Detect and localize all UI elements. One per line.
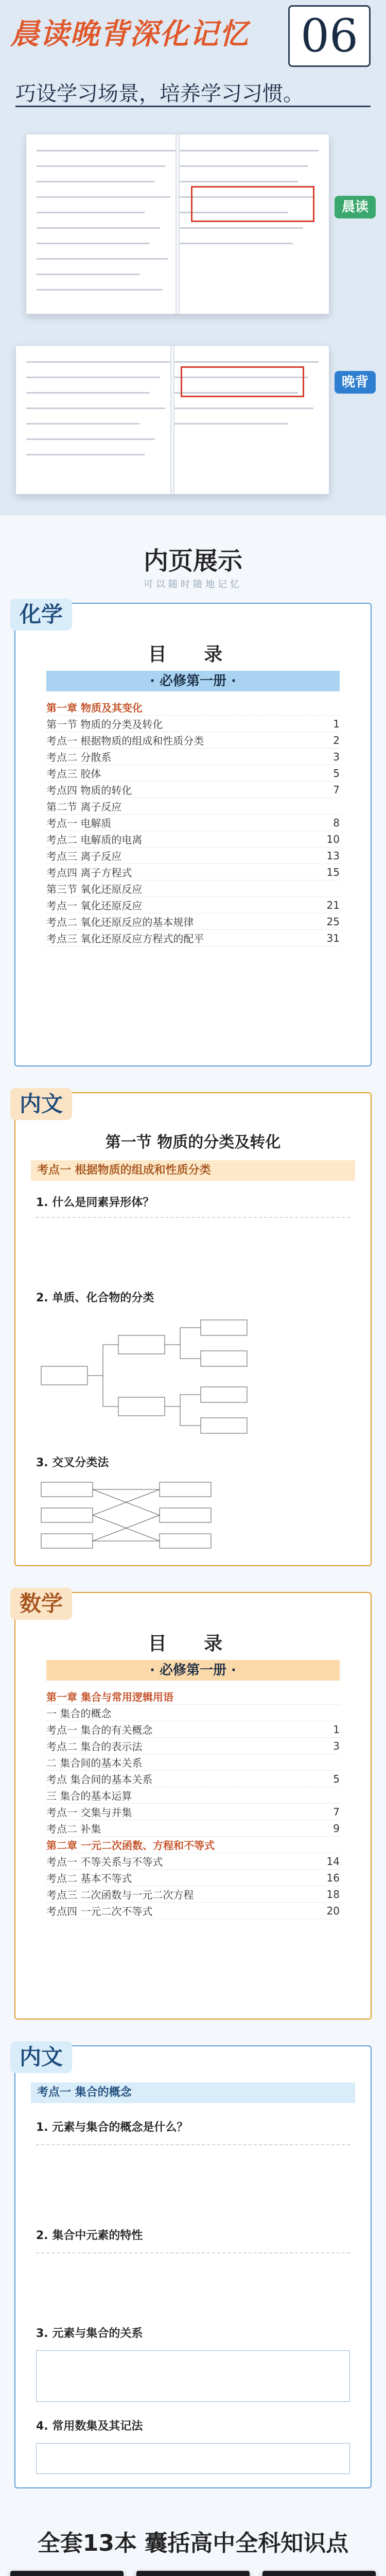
toc-row xyxy=(46,1903,340,1919)
toc-row-title: 考点一 根据物质的组成和性质分类 xyxy=(46,735,204,747)
toc-row-page: 3 xyxy=(333,750,340,763)
math-q1: 1. 元素与集合的概念是什么？ xyxy=(36,2121,188,2134)
collection-book xyxy=(136,2571,250,2576)
toc-row-page: 7 xyxy=(333,1805,340,1818)
toc-row-page: 13 xyxy=(326,849,340,862)
chem-q3: 3. 交叉分类法 xyxy=(36,1456,109,1469)
toc-row-page: 8 xyxy=(333,816,340,829)
toc-row-page: 1 xyxy=(333,717,340,730)
toc-title: 目 录 xyxy=(148,1633,238,1654)
collection-gallery xyxy=(10,2571,376,2576)
toc-row-page: 16 xyxy=(326,1871,340,1884)
collection-book xyxy=(10,2571,124,2576)
toc-row xyxy=(46,1837,340,1853)
toc-row xyxy=(46,782,340,798)
toc-title: 目 录 xyxy=(148,644,238,665)
collection-heading: 全套13本 囊括高中全科知识点 xyxy=(37,2530,349,2556)
toc-row xyxy=(46,765,340,782)
highlight-box xyxy=(191,186,314,222)
toc-row-title: 考点一 不等关系与不等式 xyxy=(46,1856,163,1868)
math-page-panel xyxy=(14,2045,372,2488)
toc-row xyxy=(46,1804,340,1820)
chem-page-panel xyxy=(14,1092,372,1566)
chem-tree-diagram xyxy=(36,1315,345,1438)
toc-row-title: 二 集合间的基本关系 xyxy=(46,1757,143,1769)
hero-section xyxy=(0,0,386,515)
toc-row-title: 第一节 物质的分类及转化 xyxy=(46,718,163,731)
toc-row xyxy=(46,831,340,848)
highlight-box xyxy=(181,366,304,397)
toc-row-title: 一 集合的概念 xyxy=(46,1707,112,1720)
toc-row-page: 1 xyxy=(333,1723,340,1736)
toc-row xyxy=(46,864,340,880)
math-relation-table xyxy=(36,2350,350,2402)
toc-row-title: 考点二 基本不等式 xyxy=(46,1872,132,1885)
toc-row-title: 考点二 氧化还原反应的基本规律 xyxy=(46,916,194,928)
toc-row xyxy=(46,913,340,930)
toc-row-page: 2 xyxy=(333,734,340,747)
book-left-page xyxy=(26,356,170,484)
math-subject-pill: 数学 xyxy=(10,1588,72,1620)
toc-row xyxy=(46,699,340,716)
chem-toc-panel xyxy=(14,603,372,1066)
toc-row-title: 三 集合的基本运算 xyxy=(46,1790,132,1802)
toc-row-page: 20 xyxy=(326,1904,340,1917)
toc-row-title: 考点二 集合的表示法 xyxy=(46,1740,143,1753)
chem-point-bar: 考点一 根据物质的组成和性质分类 xyxy=(31,1160,355,1181)
toc-row xyxy=(46,1870,340,1886)
math-q4: 4. 常用数集及其记法 xyxy=(36,2420,143,2433)
toc-row xyxy=(46,897,340,913)
toc-row-title: 考点三 胶体 xyxy=(46,768,101,780)
toc-row xyxy=(46,798,340,815)
toc-row xyxy=(46,1754,340,1771)
math-q2: 2. 集合中元素的特性 xyxy=(36,2229,143,2242)
toc-row-title: 第二节 离子反应 xyxy=(46,801,122,813)
toc-row xyxy=(46,1820,340,1837)
toc-row-title: 第一章 物质及其变化 xyxy=(46,702,143,714)
toc-row-title: 第三节 氧化还原反应 xyxy=(46,883,143,895)
toc-row-page: 15 xyxy=(326,866,340,878)
tag-evening: 晚背 xyxy=(335,371,376,394)
toc-row-title: 考点二 补集 xyxy=(46,1823,101,1835)
toc-row-page: 5 xyxy=(333,767,340,779)
toc-row xyxy=(46,1688,340,1705)
toc-row-title: 考点三 二次函数与一元二次方程 xyxy=(46,1889,194,1901)
toc-row xyxy=(46,848,340,864)
toc-row-title: 考点一 电解质 xyxy=(46,817,112,829)
toc-row-title: 考点四 一元二次不等式 xyxy=(46,1905,153,1918)
book-left-page xyxy=(37,145,176,303)
toc-row-title: 考点 集合间的基本关系 xyxy=(46,1773,153,1786)
math-toc-panel xyxy=(14,1592,372,2020)
toc-row xyxy=(46,1705,340,1721)
math-point-bar: 考点一 集合的概念 xyxy=(31,2082,355,2103)
toc-row xyxy=(46,1738,340,1754)
toc-row xyxy=(46,815,340,831)
collection-book xyxy=(262,2571,376,2576)
toc-row-page: 18 xyxy=(326,1888,340,1901)
toc-row-page: 5 xyxy=(333,1772,340,1785)
chem-section-title: 第一节 物质的分类及转化 xyxy=(105,1133,281,1151)
chem-q1: 1. 什么是同素异形体？ xyxy=(36,1196,154,1209)
toc-row-page: 10 xyxy=(326,833,340,845)
book-right-page xyxy=(180,145,319,303)
book-mockup-morning xyxy=(26,134,329,314)
toc-row xyxy=(46,930,340,946)
hero-subtitle: 巧设学习场景，培养学习习惯。 xyxy=(15,82,304,106)
toc-row xyxy=(46,749,340,765)
chem-page-pill: 内文 xyxy=(10,1088,72,1120)
chem-q2: 2. 单质、化合物的分类 xyxy=(36,1292,154,1304)
book-band: · 必修第一册 · xyxy=(46,671,340,691)
hero-title: 晨读晚背深化记忆 xyxy=(10,18,249,51)
toc-row xyxy=(46,880,340,897)
toc-row xyxy=(46,1886,340,1903)
toc-row-page: 7 xyxy=(333,783,340,796)
toc-row-page: 25 xyxy=(326,915,340,928)
chem-cross-diagram xyxy=(36,1477,345,1554)
book-band: · 必修第一册 · xyxy=(46,1660,340,1681)
inner-heading: 内页展示 xyxy=(143,547,242,575)
hero-number-badge: 06 xyxy=(288,5,371,67)
math-numsets-table xyxy=(36,2443,350,2474)
toc-row xyxy=(46,716,340,732)
toc-row-page: 21 xyxy=(326,899,340,911)
book-mockup-evening xyxy=(15,345,329,495)
toc-row-page: 31 xyxy=(326,931,340,944)
chem-toc-list xyxy=(46,699,340,946)
chem-subject-pill: 化学 xyxy=(10,599,72,631)
toc-row-title: 考点四 物质的转化 xyxy=(46,784,132,796)
toc-row-title: 考点二 电解质的电离 xyxy=(46,834,143,846)
toc-row xyxy=(46,1771,340,1787)
toc-row-title: 考点一 氧化还原反应 xyxy=(46,900,143,912)
math-page-pill: 内文 xyxy=(10,2041,72,2073)
tag-morning: 晨读 xyxy=(335,196,376,218)
toc-row xyxy=(46,732,340,749)
inner-subheading: 可以随时随地记忆 xyxy=(144,579,242,590)
toc-row-title: 考点二 分散系 xyxy=(46,751,112,764)
toc-row-title: 考点四 离子方程式 xyxy=(46,867,132,879)
toc-row xyxy=(46,1787,340,1804)
math-toc-list xyxy=(46,1688,340,1919)
toc-row-page: 14 xyxy=(326,1855,340,1868)
book-spine xyxy=(170,346,174,494)
hero-divider xyxy=(15,106,371,107)
toc-row-title: 第二章 一元二次函数、方程和不等式 xyxy=(46,1839,215,1852)
toc-row-title: 考点一 集合的有关概念 xyxy=(46,1724,153,1736)
toc-row xyxy=(46,1853,340,1870)
math-q3: 3. 元素与集合的关系 xyxy=(36,2327,143,2340)
toc-row xyxy=(46,1721,340,1738)
toc-row-title: 第一章 集合与常用逻辑用语 xyxy=(46,1691,173,1703)
toc-row-page: 9 xyxy=(333,1822,340,1835)
toc-row-title: 考点三 离子反应 xyxy=(46,850,122,862)
toc-row-title: 考点一 交集与并集 xyxy=(46,1806,132,1819)
toc-row-title: 考点三 氧化还原反应方程式的配平 xyxy=(46,933,204,945)
toc-row-page: 3 xyxy=(333,1739,340,1752)
